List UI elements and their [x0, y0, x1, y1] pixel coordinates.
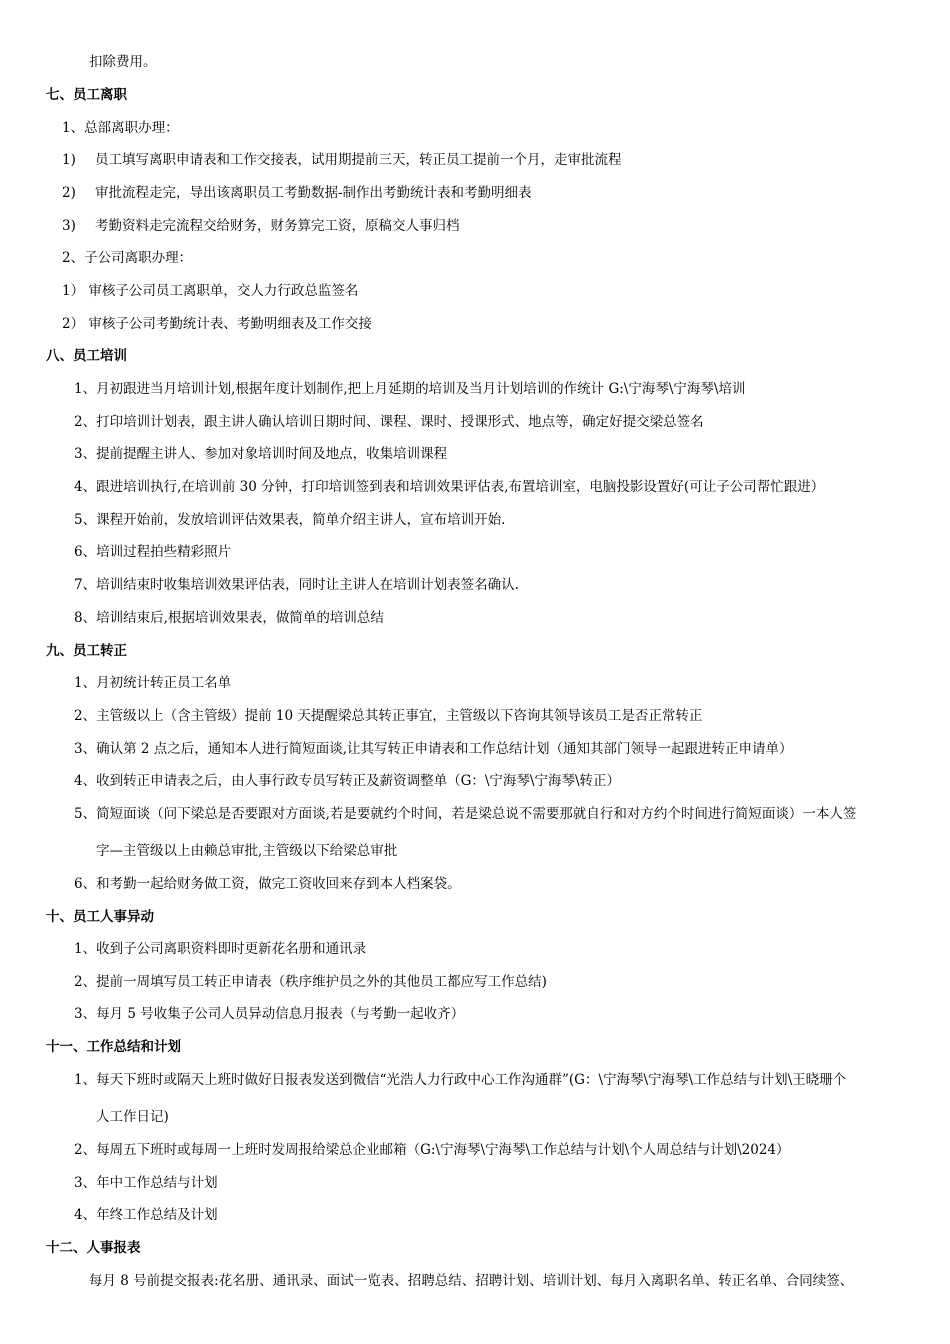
summary-item-3: 3、年中工作总结与计划 [74, 1175, 218, 1191]
step-number: 1) [62, 152, 76, 168]
training-item-6: 6、培训过程拍些精彩照片 [74, 544, 232, 560]
step-text: 考勤资料走完流程交给财务，财务算完工资，原稿交人事归档 [95, 218, 460, 234]
regularize-item-5: 5、简短面谈（问下梁总是否要跟对方面谈,若是要就约个时间，若是梁总说不需要那就自行和对方约个时间进行简短面谈）一本人签 [74, 806, 857, 822]
section-8-heading: 八、员工培训 [46, 348, 127, 364]
sub-step-1: 1） 审核子公司员工离职单，交人力行政总监签名 [62, 283, 359, 299]
summary-item-1: 1、每天下班时或隔天上班时做好日报表发送到微信“光浩人力行政中心工作沟通群”(G：\宁海琴\宁海琴\工作总结与计划\王晓珊个 [74, 1072, 847, 1088]
training-item-5: 5、课程开始前，发放培训评估效果表，简单介绍主讲人，宣布培训开始. [74, 512, 506, 528]
step-number: 3) [62, 218, 76, 234]
training-item-1: 1、月初跟进当月培训计划,根据年度计划制作,把上月延期的培训及当月计划培训的作统计 G:\宁海琴\宁海琴\培训 [74, 381, 746, 397]
sub-resign-label: 2、子公司离职办理： [62, 250, 193, 266]
change-item-1: 1、收到子公司离职资料即时更新花名册和通讯录 [74, 941, 367, 957]
change-item-3: 3、每月 5 号收集子公司人员异动信息月报表（与考勤一起收齐） [74, 1006, 465, 1022]
hq-step-2 [62, 184, 532, 202]
report-text: 每月 8 号前提交报表:花名册、通讯录、面试一览表、招聘总结、招聘计划、培训计划、每月入离职名单、转正名单、合同续签、 [89, 1273, 854, 1289]
hq-step-1 [62, 151, 622, 169]
training-item-8: 8、培训结束后,根据培训效果表，做简单的培训总结 [74, 610, 384, 626]
section-7-heading: 七、员工离职 [46, 87, 127, 103]
training-item-7: 7、培训结束时收集培训效果评估表，同时让主讲人在培训计划表签名确认. [74, 577, 519, 593]
section-9-heading: 九、员工转正 [46, 643, 127, 659]
regularize-item-3: 3、确认第 2 点之后，通知本人进行简短面谈,让其写转正申请表和工作总结计划（通知其部门领导一起跟进转正申请单） [74, 741, 793, 757]
step-number: 2) [62, 185, 76, 201]
regularize-item-6: 6、和考勤一起给财务做工资，做完工资收回来存到本人档案袋。 [74, 876, 461, 892]
training-item-4: 4、跟进培训执行,在培训前 30 分钟，打印培训签到表和培训效果评估表,布置培训室，电脑投影设置好(可让子公司帮忙跟进） [74, 479, 825, 495]
step-text: 员工填写离职申请表和工作交接表，试用期提前三天，转正员工提前一个月，走审批流程 [95, 152, 622, 168]
regularize-item-1: 1、月初统计转正员工名单 [74, 675, 232, 691]
section-10-heading: 十、员工人事异动 [46, 909, 154, 925]
summary-item-1-cont: 人工作日记) [96, 1109, 169, 1125]
section-12-heading: 十二、人事报表 [46, 1240, 141, 1256]
section-11-heading: 十一、工作总结和计划 [46, 1039, 181, 1055]
regularize-item-5-cont: 字—主管级以上由赖总审批,主管级以下给梁总审批 [96, 843, 398, 859]
change-item-2: 2、提前一周填写员工转正申请表（秩序维护员之外的其他员工都应写工作总结) [74, 974, 547, 990]
summary-item-4: 4、年终工作总结及计划 [74, 1207, 218, 1223]
step-text: 审批流程走完，导出该离职员工考勤数据-制作出考勤统计表和考勤明细表 [95, 185, 532, 201]
hq-step-3 [62, 217, 460, 235]
regularize-item-4: 4、收到转正申请表之后，由人事行政专员写转正及薪资调整单（G：\宁海琴\宁海琴\转正） [74, 773, 621, 789]
continued-text: 扣除费用。 [89, 54, 157, 70]
sub-step-2: 2） 审核子公司考勤统计表、考勤明细表及工作交接 [62, 316, 372, 332]
regularize-item-2: 2、主管级以上（含主管级）提前 10 天提醒梁总其转正事宜，主管级以下咨询其领导该员工是否正常转正 [74, 708, 703, 724]
training-item-3: 3、提前提醒主讲人、参加对象培训时间及地点，收集培训课程 [74, 446, 448, 462]
hq-resign-label: 1、总部离职办理： [62, 120, 179, 136]
training-item-2: 2、打印培训计划表，跟主讲人确认培训日期时间、课程、课时、授课形式、地点等，确定好提交梁总签名 [74, 414, 704, 430]
summary-item-2: 2、每周五下班时或每周一上班时发周报给梁总企业邮箱（G:\宁海琴\宁海琴\工作总结与计划\个人周总结与计划\2024） [74, 1142, 790, 1158]
